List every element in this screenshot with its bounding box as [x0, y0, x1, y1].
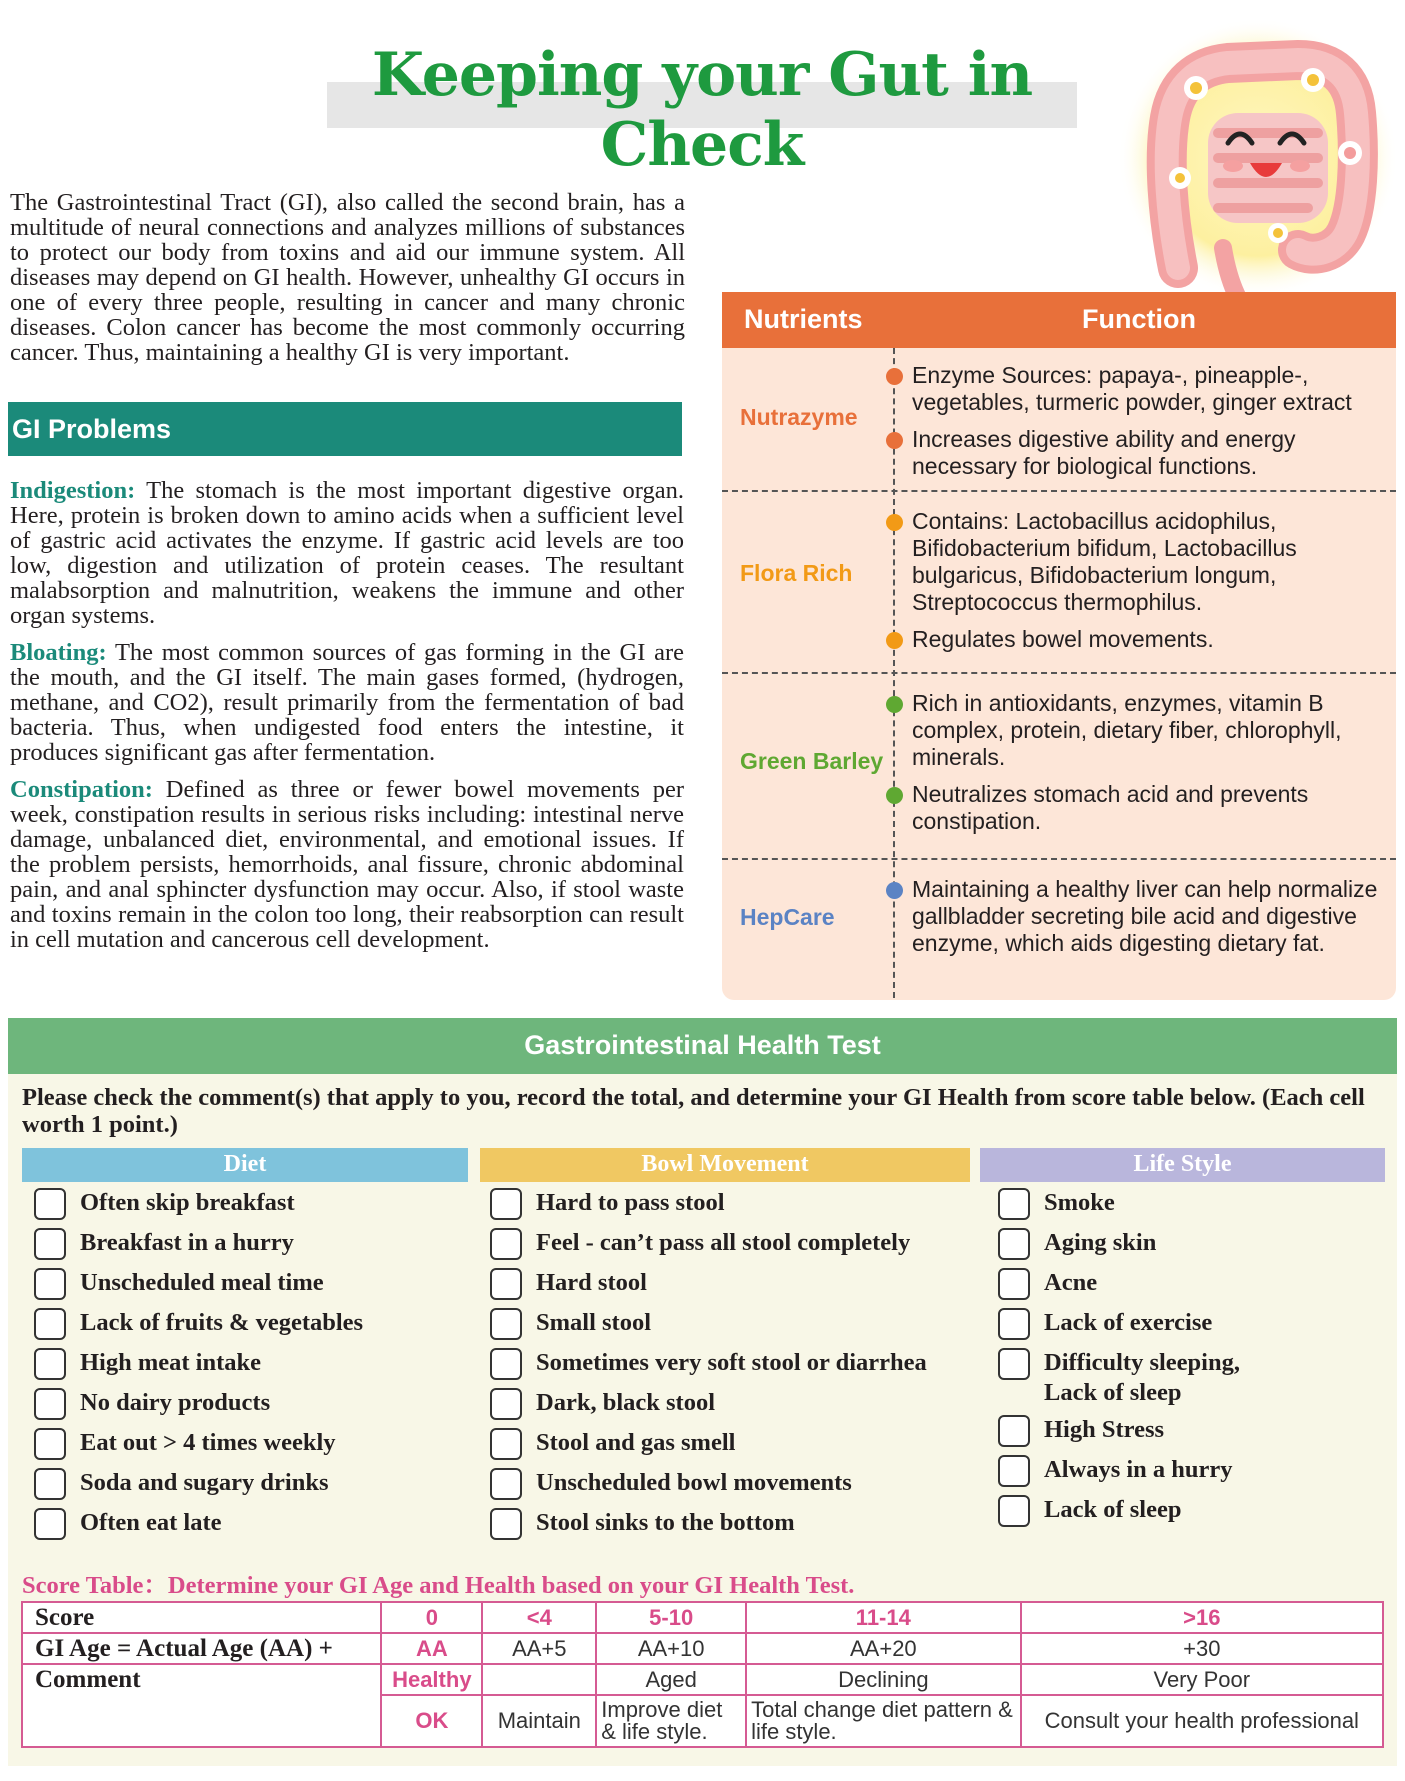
gi-problems-list [10, 478, 684, 964]
function-item: Neutralizes stomach acid and prevents constipation. [912, 781, 1390, 835]
checklist-item[interactable]: High Stress [998, 1415, 1388, 1455]
checkbox[interactable] [490, 1508, 522, 1540]
checklist-item[interactable]: Lack of exercise [998, 1308, 1388, 1348]
health-test-header: Gastrointestinal Health Test [8, 1018, 1397, 1074]
checkbox[interactable] [34, 1228, 66, 1260]
table-cell: >16 [1021, 1602, 1383, 1633]
nutrient-name: Nutrazyme [740, 404, 858, 430]
intro-paragraph: The Gastrointestinal Tract (GI), also called the second brain, has a multitude of neural connections and analyzes millions of substances to protect our body from toxins and aid our immune system. All diseases may depend on GI health. However, unhealthy GI occurs in one of every three people, resulting in cancer and many chronic diseases. Colon cancer has become the most commonly occurring cancer. Thus, maintaining a healthy GI is very important. [10, 189, 685, 366]
function-list [912, 362, 1390, 490]
checklist-item[interactable]: Always in a hurry [998, 1455, 1388, 1495]
checklist-item[interactable]: Dark, black stool [490, 1388, 970, 1428]
function-list [912, 876, 1390, 967]
checkbox[interactable] [490, 1428, 522, 1460]
checkbox[interactable] [998, 1415, 1030, 1447]
table-cell: AA+10 [596, 1633, 746, 1664]
table-cell: AA [381, 1633, 482, 1664]
function-item: Contains: Lactobacillus acidophilus, Bifidobacterium bifidum, Lactobacillus bulgaricus, Bifidobacterium longum, Streptococcus thermophilus. [912, 508, 1390, 616]
bowl-movement-column-header: Bowl Movement [480, 1148, 970, 1182]
checkbox[interactable] [490, 1268, 522, 1300]
row-label [22, 1695, 381, 1747]
checkbox[interactable] [34, 1348, 66, 1380]
checkbox[interactable] [998, 1268, 1030, 1300]
row-label: Score [22, 1602, 381, 1633]
page-title: Keeping your Gut in Check [371, 40, 1033, 180]
checkbox[interactable] [998, 1228, 1030, 1260]
checkbox[interactable] [998, 1188, 1030, 1220]
advice-row [22, 1695, 1383, 1747]
nutrients-table [722, 292, 1396, 1000]
checklist-item[interactable]: Unscheduled bowl movements [490, 1468, 970, 1508]
bullet-icon [886, 632, 903, 649]
table-cell: AA+5 [482, 1633, 596, 1664]
checklist-item[interactable]: Hard to pass stool [490, 1188, 970, 1228]
checkbox[interactable] [34, 1188, 66, 1220]
checklist-item[interactable]: Unscheduled meal time [34, 1268, 464, 1308]
checklist-item[interactable]: Lack of sleep [998, 1495, 1388, 1535]
checklist-item[interactable]: Lack of fruits & vegetables [34, 1308, 464, 1348]
checklist-item[interactable]: High meat intake [34, 1348, 464, 1388]
problem-constipation: Constipation: Defined as three or fewer bowel movements per week, constipation results in serious risks including: intestinal nerve damage, unbalanced diet, environmental, and emotional issues. If the problem persists, hemorrhoids, anal fissure, chronic abdominal pain, and anal sphincter dysfunction may occur. Also, if stool waste and toxins remain in the colon too long, their reabsorption can result in cell mutation and cancerous cell development. [10, 776, 684, 953]
bullet-icon [886, 696, 903, 713]
checkbox[interactable] [998, 1348, 1030, 1380]
nutrients-table-header [722, 292, 1396, 348]
table-cell: Consult your health professional [1021, 1695, 1383, 1747]
checkbox[interactable] [34, 1268, 66, 1300]
checkbox[interactable] [490, 1348, 522, 1380]
comment-row [22, 1664, 1383, 1695]
problem-bloating: Bloating: The most common sources of gas forming in the GI are the mouth, and the GI itself. The main gases formed, (hydrogen, methane, and CO2), result primarily from the fermentation of bad bacteria. Thus, when undigested food enters the intestine, it produces significant gas after fermentation. [10, 639, 684, 766]
checklist-item[interactable]: Acne [998, 1268, 1388, 1308]
nutrient-row-hepcare [722, 858, 1396, 998]
checkbox[interactable] [490, 1468, 522, 1500]
bullet-icon [886, 368, 903, 385]
checkbox[interactable] [998, 1308, 1030, 1340]
checklist-item[interactable]: Eat out > 4 times weekly [34, 1428, 464, 1468]
checkbox[interactable] [490, 1388, 522, 1420]
function-item: Enzyme Sources: papaya-, pineapple-, vegetables, turmeric powder, ginger extract [912, 362, 1390, 416]
checkbox[interactable] [34, 1388, 66, 1420]
table-cell: 0 [381, 1602, 482, 1633]
bullet-icon [886, 514, 903, 531]
nutrient-row-nutrazyme [722, 348, 1396, 490]
checklist-item[interactable]: Stool sinks to the bottom [490, 1508, 970, 1548]
nutrient-name: HepCare [740, 904, 835, 930]
score-table-title: Score Table：Determine your GI Age and Health based on your GI Health Test. [22, 1572, 855, 1599]
checklist-item[interactable]: Often eat late [34, 1508, 464, 1548]
row-label: GI Age = Actual Age (AA) + [22, 1633, 381, 1664]
bullet-icon [886, 432, 903, 449]
table-cell: Maintain [482, 1695, 596, 1747]
gi-health-test [8, 1018, 1397, 1766]
checkbox[interactable] [34, 1508, 66, 1540]
function-list [912, 508, 1390, 663]
checklist-item[interactable]: Smoke [998, 1188, 1388, 1228]
table-cell: +30 [1021, 1633, 1383, 1664]
checklist-item[interactable]: Aging skin [998, 1228, 1388, 1268]
score-row [22, 1602, 1383, 1633]
happy-gut-illustration [1108, 18, 1404, 314]
table-cell: Aged [596, 1664, 746, 1695]
table-cell: OK [381, 1695, 482, 1747]
nutrient-name: Green Barley [740, 748, 884, 774]
function-list [912, 690, 1390, 845]
function-item: Regulates bowel movements. [912, 626, 1390, 653]
score-table [21, 1601, 1384, 1748]
diet-column-header: Diet [22, 1148, 468, 1182]
life-style-checklist [998, 1188, 1388, 1535]
table-cell: AA+20 [746, 1633, 1021, 1664]
table-cell: Total change diet pattern & life style. [746, 1695, 1021, 1747]
bullet-icon [886, 882, 903, 899]
function-item: Rich in antioxidants, enzymes, vitamin B complex, protein, dietary fiber, chlorophyll, minerals. [912, 690, 1390, 771]
function-item: Increases digestive ability and energy necessary for biological functions. [912, 426, 1390, 480]
life-style-column-header: Life Style [980, 1148, 1385, 1182]
nutrient-name: Flora Rich [740, 560, 853, 586]
checklist-item[interactable]: No dairy products [34, 1388, 464, 1428]
checklist-item[interactable]: Often skip breakfast [34, 1188, 464, 1228]
nutrients-column-header: Nutrients [744, 304, 863, 334]
gi-problems-header: GI Problems [8, 402, 682, 456]
bowl-movement-checklist [490, 1188, 970, 1548]
checklist-item[interactable]: Breakfast in a hurry [34, 1228, 464, 1268]
checkbox[interactable] [490, 1188, 522, 1220]
table-cell: Healthy [381, 1664, 482, 1695]
table-cell: Declining [746, 1664, 1021, 1695]
bullet-icon [886, 787, 903, 804]
checkbox[interactable] [34, 1428, 66, 1460]
gi-age-row [22, 1633, 1383, 1664]
checkbox[interactable] [34, 1468, 66, 1500]
checklist-item[interactable]: Soda and sugary drinks [34, 1468, 464, 1508]
health-test-instructions: Please check the comment(s) that apply to you, record the total, and determine your GI Health from score table below. (Each cell worth 1 point.) [22, 1084, 1365, 1138]
table-cell: <4 [482, 1602, 596, 1633]
nutrient-row-flora-rich [722, 490, 1396, 672]
checklist-item[interactable]: Hard stool [490, 1268, 970, 1308]
checkbox[interactable] [998, 1495, 1030, 1527]
checklist-item[interactable]: Difficulty sleeping, Lack of sleep [998, 1348, 1388, 1415]
checklist-item[interactable]: Small stool [490, 1308, 970, 1348]
table-cell: 5-10 [596, 1602, 746, 1633]
checkbox[interactable] [998, 1455, 1030, 1487]
problem-indigestion: Indigestion: The stomach is the most important digestive organ. Here, protein is broken down to amino acids when a sufficient level of gastric acid activates the enzyme. If gastric acid levels are too low, digestion and utilization of protein ceases. The resultant malabsorption and malnutrition, weakens the immune and other organ systems. [10, 477, 684, 629]
row-label: Comment [22, 1664, 381, 1695]
checklist-item[interactable]: Sometimes very soft stool or diarrhea [490, 1348, 970, 1388]
table-cell: Very Poor [1021, 1664, 1383, 1695]
table-cell: Improve diet & life style. [596, 1695, 746, 1747]
checklist-item[interactable]: Feel - can’t pass all stool completely [490, 1228, 970, 1268]
nutrient-row-green-barley [722, 672, 1396, 858]
function-item: Maintaining a healthy liver can help normalize gallbladder secreting bile acid and digestive enzyme, which aids digesting dietary fat. [912, 876, 1390, 957]
table-cell [482, 1664, 596, 1695]
checkbox[interactable] [490, 1308, 522, 1340]
checkbox[interactable] [34, 1308, 66, 1340]
function-column-header: Function [1082, 304, 1196, 334]
table-cell: 11-14 [746, 1602, 1021, 1633]
diet-checklist [34, 1188, 464, 1548]
checklist-item[interactable]: Stool and gas smell [490, 1428, 970, 1468]
checkbox[interactable] [490, 1228, 522, 1260]
